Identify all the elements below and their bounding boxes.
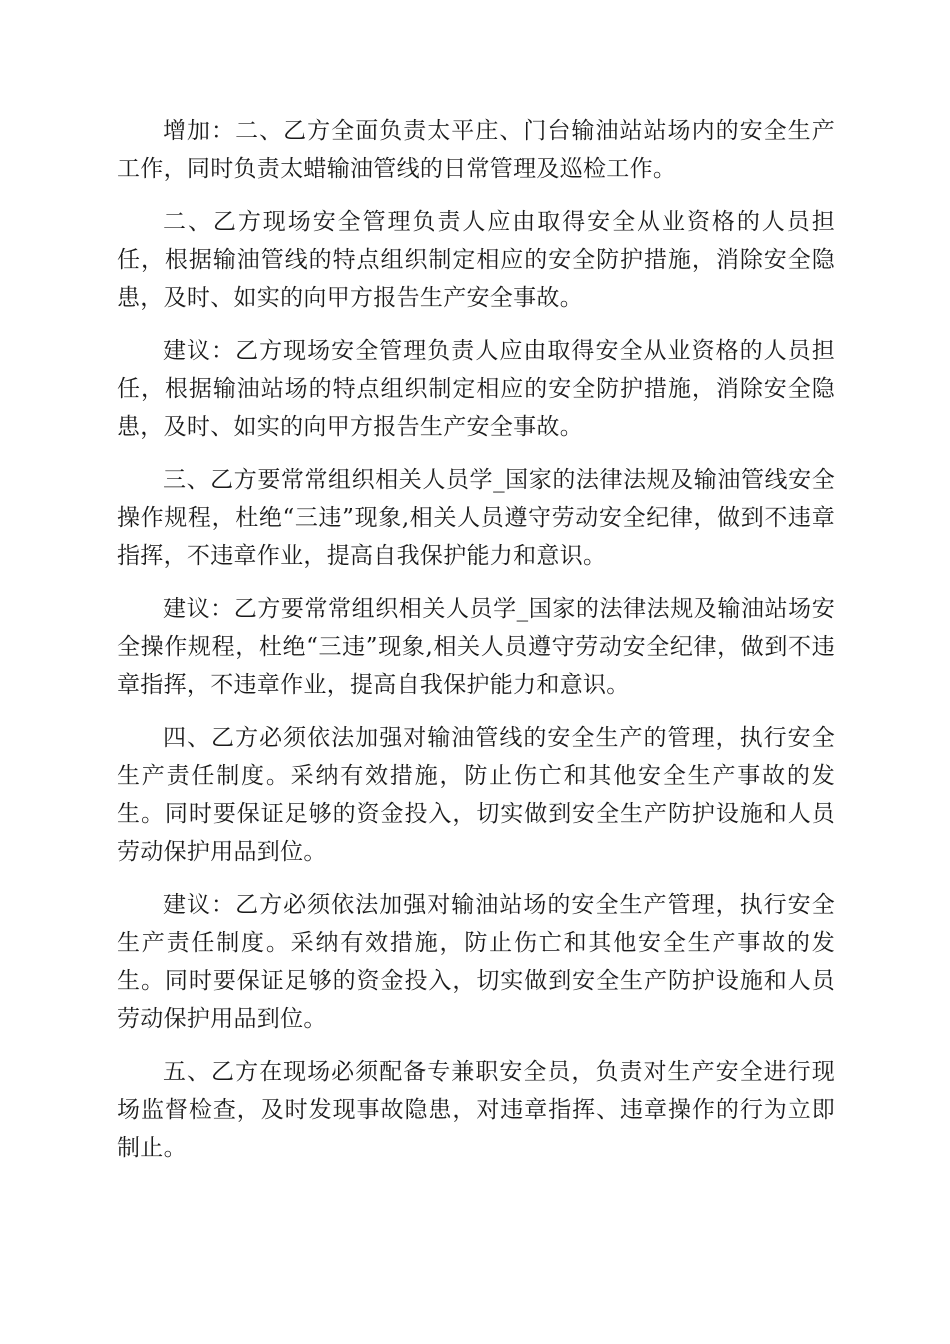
document-body	[117, 112, 835, 1182]
paragraph-suggestion-2: 建议：乙方现场安全管理负责人应由取得安全从业资格的人员担任，根据输油站场的特点组织制定相应的安全防护措施，消除安全隐患，及时、如实的向甲方报告生产安全事故。	[117, 338, 835, 440]
paragraph-suggestion-4: 建议：乙方必须依法加强对输油站场的安全生产管理，执行安全生产责任制度。采纳有效措施，防止伤亡和其他安全生产事故的发生。同时要保证足够的资金投入，切实做到安全生产防护设施和人员劳动保护用品到位。	[117, 892, 835, 1032]
paragraph-clause-4: 四、乙方必须依法加强对输油管线的安全生产的管理，执行安全生产责任制度。采纳有效措施，防止伤亡和其他安全生产事故的发生。同时要保证足够的资金投入，切实做到安全生产防护设施和人员劳动保护用品到位。	[117, 725, 835, 865]
paragraph-clause-2: 二、乙方现场安全管理负责人应由取得安全从业资格的人员担任，根据输油管线的特点组织制定相应的安全防护措施，消除安全隐患，及时、如实的向甲方报告生产安全事故。	[117, 209, 835, 311]
paragraph-addition-2: 增加：二、乙方全面负责太平庄、门台输油站站场内的安全生产工作，同时负责太蜡输油管线的日常管理及巡检工作。	[117, 118, 835, 182]
paragraph-suggestion-3: 建议：乙方要常常组织相关人员学_国家的法律法规及输油站场安全操作规程，杜绝“三违”现象,相关人员遵守劳动安全纪律，做到不违章指挥，不违章作业，提高自我保护能力和意识。	[117, 596, 835, 698]
paragraph-clause-3: 三、乙方要常常组织相关人员学_国家的法律法规及输油管线安全操作规程，杜绝“三违”现象,相关人员遵守劳动安全纪律，做到不违章指挥，不违章作业，提高自我保护能力和意识。	[117, 467, 835, 569]
paragraph-clause-5: 五、乙方在现场必须配备专兼职安全员，负责对生产安全进行现场监督检查，及时发现事故隐患，对违章指挥、违章操作的行为立即制止。	[117, 1059, 835, 1161]
